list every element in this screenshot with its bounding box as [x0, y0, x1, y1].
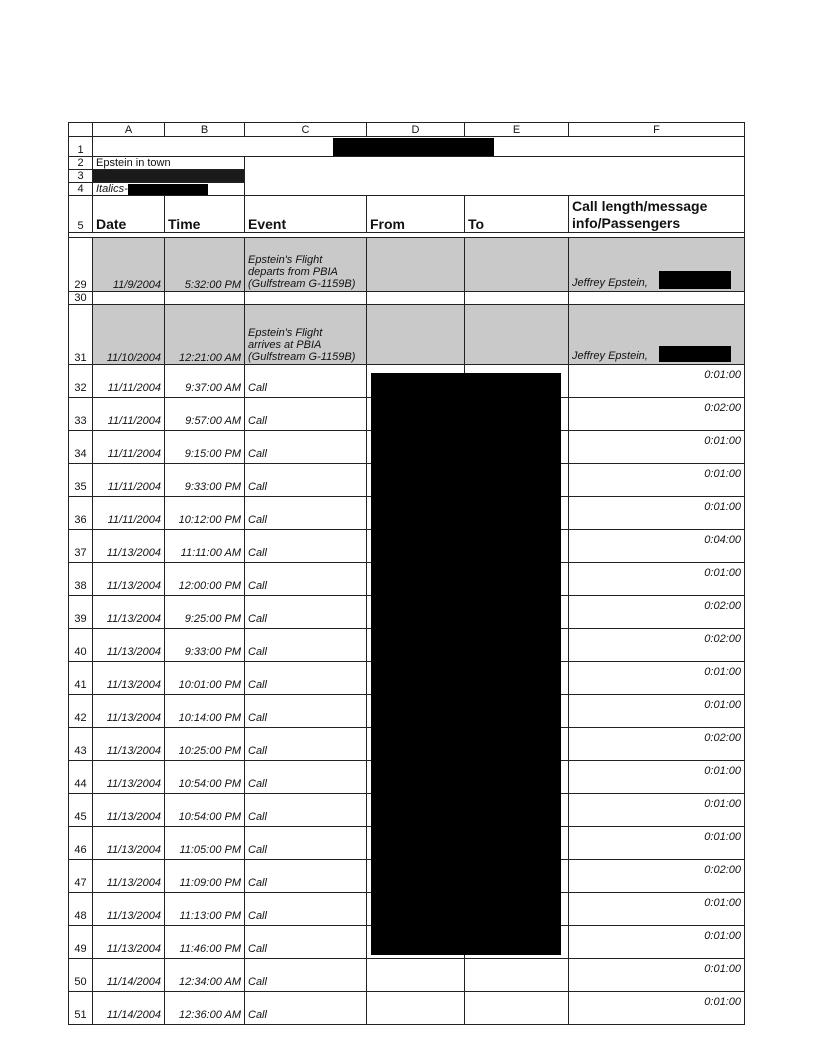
call-row — [69, 959, 745, 992]
flight-event-line1: Epstein's Flight — [248, 254, 323, 266]
header-date: Date — [93, 196, 165, 233]
flight-passengers — [569, 305, 745, 365]
call-event: Call — [245, 563, 367, 596]
legend-italics-label: Italics- — [96, 183, 128, 195]
row-number: 4 — [69, 183, 93, 196]
row-number: 40 — [69, 629, 93, 662]
call-event: Call — [245, 662, 367, 695]
call-length: 0:01:00 — [569, 827, 745, 860]
call-event: Call — [245, 926, 367, 959]
redaction-bar — [128, 184, 208, 195]
call-time: 9:37:00 AM — [165, 365, 245, 398]
passenger-name: Jeffrey Epstein, — [572, 277, 648, 289]
call-time: 9:57:00 AM — [165, 398, 245, 431]
header-event: Event — [245, 196, 367, 233]
row-number: 32 — [69, 365, 93, 398]
call-date: 11/13/2004 — [93, 926, 165, 959]
call-row — [69, 992, 745, 1025]
row-number: 2 — [69, 157, 93, 170]
call-date: 11/11/2004 — [93, 497, 165, 530]
call-event: Call — [245, 992, 367, 1025]
call-length: 0:01:00 — [569, 464, 745, 497]
call-date: 11/11/2004 — [93, 398, 165, 431]
call-event: Call — [245, 629, 367, 662]
call-date: 11/13/2004 — [93, 662, 165, 695]
call-length: 0:01:00 — [569, 893, 745, 926]
flight-time: 12:21:00 AM — [165, 305, 245, 365]
row-number: 50 — [69, 959, 93, 992]
call-to — [465, 959, 569, 992]
row-number: 36 — [69, 497, 93, 530]
column-header-e: E — [465, 123, 569, 137]
column-header-f: F — [569, 123, 745, 137]
legend-italics — [93, 183, 245, 196]
row-number: 43 — [69, 728, 93, 761]
header-info-line1: Call length/message — [572, 198, 708, 214]
row-number: 33 — [69, 398, 93, 431]
call-time: 9:33:00 PM — [165, 629, 245, 662]
call-time: 12:36:00 AM — [165, 992, 245, 1025]
call-date: 11/13/2004 — [93, 629, 165, 662]
call-time: 11:13:00 PM — [165, 893, 245, 926]
call-event: Call — [245, 365, 367, 398]
row-number: 38 — [69, 563, 93, 596]
call-date: 11/13/2004 — [93, 596, 165, 629]
call-event: Call — [245, 530, 367, 563]
call-time: 11:05:00 PM — [165, 827, 245, 860]
header-row — [69, 196, 745, 233]
call-length: 0:04:00 — [569, 530, 745, 563]
row-number: 35 — [69, 464, 93, 497]
row-number: 44 — [69, 761, 93, 794]
call-date: 11/13/2004 — [93, 530, 165, 563]
row-number: 45 — [69, 794, 93, 827]
flight-event-line2: arrives at PBIA — [248, 339, 322, 351]
call-length: 0:01:00 — [569, 431, 745, 464]
legend-row3-redacted — [93, 170, 245, 183]
row-number: 5 — [69, 196, 93, 233]
call-length: 0:02:00 — [569, 860, 745, 893]
call-length: 0:01:00 — [569, 794, 745, 827]
call-length: 0:01:00 — [569, 662, 745, 695]
flight-row-29 — [69, 238, 745, 292]
call-date: 11/13/2004 — [93, 563, 165, 596]
call-date: 11/11/2004 — [93, 464, 165, 497]
call-event: Call — [245, 695, 367, 728]
row-number: 3 — [69, 170, 93, 183]
passenger-name: Jeffrey Epstein, — [572, 350, 648, 362]
row-number: 42 — [69, 695, 93, 728]
call-event: Call — [245, 464, 367, 497]
call-time: 10:25:00 PM — [165, 728, 245, 761]
header-info — [569, 196, 745, 233]
header-time: Time — [165, 196, 245, 233]
legend-blank-area — [245, 157, 745, 196]
row-number: 34 — [69, 431, 93, 464]
call-event: Call — [245, 893, 367, 926]
column-header-d: D — [367, 123, 465, 137]
row-number: 37 — [69, 530, 93, 563]
call-length: 0:01:00 — [569, 761, 745, 794]
legend-epstein-in-town: Epstein in town — [93, 157, 245, 170]
call-date: 11/11/2004 — [93, 365, 165, 398]
flight-time: 5:32:00 PM — [165, 238, 245, 292]
column-header-row — [69, 123, 745, 137]
call-time: 10:01:00 PM — [165, 662, 245, 695]
call-date: 11/13/2004 — [93, 728, 165, 761]
header-to: To — [465, 196, 569, 233]
title-redaction — [333, 138, 494, 156]
header-info-line2: info/Passengers — [572, 215, 681, 231]
call-to — [465, 992, 569, 1025]
row-number: 46 — [69, 827, 93, 860]
call-time: 9:15:00 PM — [165, 431, 245, 464]
call-time: 9:33:00 PM — [165, 464, 245, 497]
call-length: 0:01:00 — [569, 365, 745, 398]
column-header-a: A — [93, 123, 165, 137]
call-event: Call — [245, 596, 367, 629]
call-time: 11:11:00 AM — [165, 530, 245, 563]
call-event: Call — [245, 959, 367, 992]
row-number: 41 — [69, 662, 93, 695]
row-number: 31 — [69, 305, 93, 365]
call-time: 10:54:00 PM — [165, 794, 245, 827]
row-2 — [69, 157, 745, 170]
row-number: 48 — [69, 893, 93, 926]
call-time: 10:54:00 PM — [165, 761, 245, 794]
call-time: 11:46:00 PM — [165, 926, 245, 959]
flight-event-line3: (Gulfstream G-1159B) — [248, 351, 356, 363]
from-to-redaction — [371, 373, 561, 955]
flight-event — [245, 238, 367, 292]
call-length: 0:02:00 — [569, 596, 745, 629]
call-date: 11/14/2004 — [93, 959, 165, 992]
call-date: 11/11/2004 — [93, 431, 165, 464]
call-date: 11/13/2004 — [93, 794, 165, 827]
call-length: 0:02:00 — [569, 398, 745, 431]
call-time: 10:12:00 PM — [165, 497, 245, 530]
flight-row-31 — [69, 305, 745, 365]
call-length: 0:01:00 — [569, 959, 745, 992]
flight-event-line2: departs from PBIA — [248, 266, 338, 278]
flight-from — [367, 238, 465, 292]
call-event: Call — [245, 431, 367, 464]
flight-event — [245, 305, 367, 365]
call-time: 12:00:00 PM — [165, 563, 245, 596]
call-event: Call — [245, 497, 367, 530]
row-number: 29 — [69, 238, 93, 292]
call-date: 11/14/2004 — [93, 992, 165, 1025]
row-number: 39 — [69, 596, 93, 629]
redaction-bar — [659, 271, 731, 289]
call-event: Call — [245, 398, 367, 431]
column-header-b: B — [165, 123, 245, 137]
flight-event-line1: Epstein's Flight — [248, 327, 323, 339]
call-time: 12:34:00 AM — [165, 959, 245, 992]
corner-cell — [69, 123, 93, 137]
redaction-bar — [659, 346, 731, 362]
row-number: 51 — [69, 992, 93, 1025]
flight-to — [465, 238, 569, 292]
call-length: 0:01:00 — [569, 695, 745, 728]
header-from: From — [367, 196, 465, 233]
call-date: 11/13/2004 — [93, 893, 165, 926]
call-length: 0:02:00 — [569, 629, 745, 662]
flight-date: 11/9/2004 — [93, 238, 165, 292]
call-length: 0:01:00 — [569, 926, 745, 959]
flight-passengers — [569, 238, 745, 292]
call-length: 0:01:00 — [569, 992, 745, 1025]
call-event: Call — [245, 728, 367, 761]
call-date: 11/13/2004 — [93, 761, 165, 794]
flight-date: 11/10/2004 — [93, 305, 165, 365]
flight-from — [367, 305, 465, 365]
call-time: 10:14:00 PM — [165, 695, 245, 728]
row-30 — [69, 292, 745, 305]
row-number: 47 — [69, 860, 93, 893]
row-number: 49 — [69, 926, 93, 959]
row-number: 1 — [69, 137, 93, 157]
call-length: 0:01:00 — [569, 563, 745, 596]
call-event: Call — [245, 794, 367, 827]
call-from — [367, 992, 465, 1025]
call-event: Call — [245, 827, 367, 860]
flight-to — [465, 305, 569, 365]
call-event: Call — [245, 761, 367, 794]
call-event: Call — [245, 860, 367, 893]
row-number: 30 — [69, 292, 93, 305]
call-length: 0:02:00 — [569, 728, 745, 761]
call-from — [367, 959, 465, 992]
call-date: 11/13/2004 — [93, 860, 165, 893]
call-date: 11/13/2004 — [93, 827, 165, 860]
call-time: 9:25:00 PM — [165, 596, 245, 629]
call-time: 11:09:00 PM — [165, 860, 245, 893]
call-date: 11/13/2004 — [93, 695, 165, 728]
call-length: 0:01:00 — [569, 497, 745, 530]
column-header-c: C — [245, 123, 367, 137]
flight-event-line3: (Gulfstream G-1159B) — [248, 278, 356, 290]
